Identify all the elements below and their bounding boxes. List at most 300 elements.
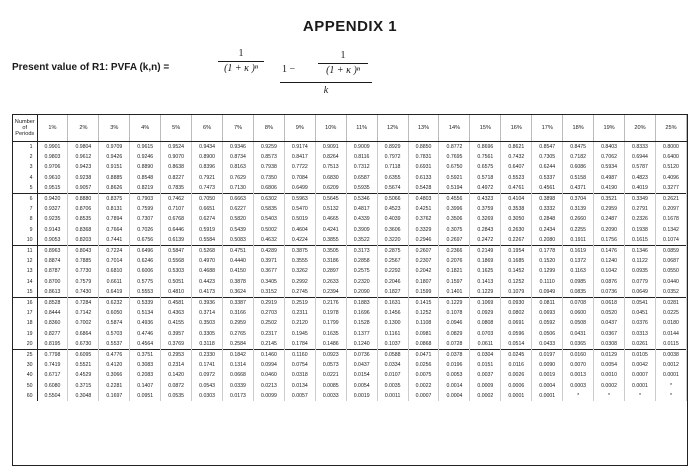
- factor-cell: 0.7835: [161, 183, 192, 194]
- factor-cell: *: [655, 391, 686, 401]
- factor-cell: 0.4987: [594, 173, 625, 183]
- factor-cell: 0.1079: [501, 287, 532, 298]
- period-cell: 5: [13, 183, 37, 194]
- factor-cell: 0.0019: [532, 370, 563, 380]
- table-row: [13, 204, 687, 214]
- factor-cell: 0.1420: [161, 370, 192, 380]
- factor-cell: 0.1108: [408, 318, 439, 328]
- factor-cell: 0.9259: [253, 142, 284, 153]
- rate-header: 18%: [563, 115, 594, 142]
- factor-cell: 0.5439: [223, 225, 254, 235]
- factor-cell: 0.6611: [99, 277, 130, 287]
- factor-cell: 0.3048: [68, 391, 99, 401]
- factor-cell: 0.7118: [377, 162, 408, 172]
- factor-cell: 0.1078: [439, 308, 470, 318]
- factor-cell: 0.2607: [408, 246, 439, 257]
- factor-cell: 0.0160: [563, 350, 594, 361]
- factor-cell: 0.9426: [99, 152, 130, 162]
- rate-header: 14%: [439, 115, 470, 142]
- factor-cell: 0.0221: [315, 370, 346, 380]
- period-cell: 14: [13, 277, 37, 287]
- factor-cell: 0.8900: [192, 152, 223, 162]
- factor-cell: 0.2042: [408, 266, 439, 276]
- factor-cell: 0.1240: [346, 339, 377, 350]
- table-row: [13, 308, 687, 318]
- rate-header: 15%: [470, 115, 501, 142]
- factor-cell: 0.1954: [501, 246, 532, 257]
- factor-cell: 0.8219: [130, 183, 161, 194]
- factor-cell: 0.2858: [346, 256, 377, 266]
- factor-cell: 0.5835: [253, 204, 284, 214]
- factor-cell: 0.5019: [284, 214, 315, 224]
- factor-cell: 0.2090: [346, 287, 377, 298]
- factor-cell: 0.0611: [470, 339, 501, 350]
- factor-cell: 0.2897: [315, 266, 346, 276]
- factor-cell: 0.6355: [377, 173, 408, 183]
- factor-cell: 0.8043: [68, 246, 99, 257]
- factor-cell: 0.1631: [377, 298, 408, 309]
- factor-cell: 0.4371: [563, 183, 594, 194]
- factor-cell: 0.3349: [625, 194, 656, 205]
- factor-cell: 0.6830: [315, 173, 346, 183]
- fraction-denominator: (1 + κ )ⁿ: [224, 63, 258, 74]
- period-cell: 19: [13, 329, 37, 339]
- factor-cell: 0.2660: [563, 214, 594, 224]
- factor-cell: 0.0543: [192, 381, 223, 391]
- factor-cell: 0.8547: [532, 142, 563, 153]
- period-cell: 4: [13, 173, 37, 183]
- factor-cell: 0.2307: [408, 256, 439, 266]
- factor-cell: 0.8880: [68, 194, 99, 205]
- factor-cell: 0.3971: [253, 256, 284, 266]
- factor-cell: 0.3714: [192, 308, 223, 318]
- factor-cell: 0.0116: [501, 360, 532, 370]
- factor-cell: 0.3704: [563, 194, 594, 205]
- rate-header: 1%: [37, 115, 68, 142]
- period-cell: 20: [13, 339, 37, 350]
- factor-cell: 0.8277: [37, 329, 68, 339]
- factor-cell: 0.3855: [315, 235, 346, 246]
- factor-cell: 0.0935: [625, 266, 656, 276]
- factor-cell: 0.0859: [655, 246, 686, 257]
- factor-cell: 0.7722: [284, 162, 315, 172]
- factor-cell: 0.0592: [532, 318, 563, 328]
- factor-cell: 0.7903: [130, 194, 161, 205]
- factor-cell: 0.7430: [68, 287, 99, 298]
- factor-cell: 0.3066: [99, 370, 130, 380]
- factor-cell: 0.2621: [655, 194, 686, 205]
- factor-cell: 0.7561: [470, 152, 501, 162]
- factor-cell: 0.0339: [223, 381, 254, 391]
- period-cell: 40: [13, 370, 37, 380]
- factor-cell: 0.0154: [346, 370, 377, 380]
- period-cell: 17: [13, 308, 37, 318]
- factor-cell: 0.6006: [130, 266, 161, 276]
- factor-cell: 0.2765: [223, 329, 254, 339]
- factor-cell: 0.0440: [655, 277, 686, 287]
- factor-cell: 0.2953: [161, 350, 192, 361]
- table-row: [13, 370, 687, 380]
- factor-cell: 0.5921: [439, 173, 470, 183]
- factor-cell: 0.5523: [501, 173, 532, 183]
- factor-cell: 0.0090: [532, 360, 563, 370]
- factor-cell: 0.4339: [346, 214, 377, 224]
- factor-cell: 0.0550: [655, 266, 686, 276]
- factor-cell: 0.1252: [408, 308, 439, 318]
- factor-cell: 0.1252: [501, 277, 532, 287]
- factor-cell: 0.8787: [37, 266, 68, 276]
- factor-cell: 0.0115: [655, 339, 686, 350]
- period-cell: 11: [13, 246, 37, 257]
- factor-cell: 0.6931: [408, 162, 439, 172]
- factor-cell: 0.5645: [315, 194, 346, 205]
- factor-cell: 0.1821: [439, 266, 470, 276]
- factor-cell: 0.3220: [377, 235, 408, 246]
- factor-cell: 0.6756: [130, 235, 161, 246]
- factor-cell: 0.4241: [315, 225, 346, 235]
- factor-cell: 0.3521: [594, 194, 625, 205]
- table-row: [13, 183, 687, 194]
- factor-cell: 0.0703: [470, 329, 501, 339]
- period-cell: 16: [13, 298, 37, 309]
- factor-cell: 0.2255: [563, 225, 594, 235]
- factor-cell: 0.9327: [37, 204, 68, 214]
- factor-cell: 0.2745: [284, 287, 315, 298]
- factor-cell: 0.7014: [99, 256, 130, 266]
- factor-cell: 0.1342: [655, 225, 686, 235]
- factor-cell: 0.0514: [501, 339, 532, 350]
- factor-cell: 0.6750: [439, 162, 470, 172]
- factor-cell: 0.1163: [563, 266, 594, 276]
- factor-cell: 0.5820: [223, 214, 254, 224]
- factor-cell: 0.0002: [470, 391, 501, 401]
- factor-cell: 0.8116: [346, 152, 377, 162]
- factor-cell: 0.8885: [99, 173, 130, 183]
- factor-cell: 0.1486: [315, 339, 346, 350]
- factor-cell: 0.5537: [99, 339, 130, 350]
- factor-cell: 0.9009: [346, 142, 377, 153]
- factor-cell: 0.5934: [594, 162, 625, 172]
- factor-cell: 0.2843: [470, 225, 501, 235]
- factor-cell: 0.5132: [315, 204, 346, 214]
- table-row: [13, 277, 687, 287]
- factor-cell: 0.6133: [408, 173, 439, 183]
- factor-cell: 0.9804: [68, 142, 99, 153]
- factor-cell: 0.0930: [501, 298, 532, 309]
- factor-cell: 0.5303: [161, 266, 192, 276]
- factor-cell: 0.4817: [346, 204, 377, 214]
- factor-cell: 0.3957: [161, 329, 192, 339]
- table-row: [13, 194, 687, 205]
- factor-cell: 0.1696: [346, 308, 377, 318]
- factor-cell: 0.4665: [315, 214, 346, 224]
- factor-cell: 0.1110: [532, 277, 563, 287]
- factor-cell: 0.7894: [99, 214, 130, 224]
- factor-cell: 0.0261: [625, 339, 656, 350]
- factor-cell: 0.0433: [532, 339, 563, 350]
- factor-cell: 0.5403: [253, 214, 284, 224]
- factor-cell: 0.4323: [470, 194, 501, 205]
- factor-cell: 0.7419: [37, 360, 68, 370]
- factor-cell: 0.7142: [68, 308, 99, 318]
- factor-cell: 0.9420: [37, 194, 68, 205]
- factor-cell: 0.0070: [563, 360, 594, 370]
- factor-cell: 0.9434: [192, 142, 223, 153]
- factor-cell: 0.9057: [68, 183, 99, 194]
- factor-cell: 0.0054: [594, 360, 625, 370]
- rate-header: 5%: [161, 115, 192, 142]
- factor-cell: 0.3269: [470, 214, 501, 224]
- factor-cell: 0.5787: [625, 162, 656, 172]
- factor-cell: 0.1911: [563, 235, 594, 246]
- factor-cell: 0.9346: [223, 142, 254, 153]
- factor-cell: 0.3522: [346, 235, 377, 246]
- factor-cell: 0.1615: [625, 235, 656, 246]
- factor-cell: 0.3166: [223, 308, 254, 318]
- factor-cell: 0.6407: [501, 162, 532, 172]
- factor-cell: 0.0003: [563, 381, 594, 391]
- factor-cell: 0.2320: [346, 277, 377, 287]
- factor-cell: 0.8706: [68, 204, 99, 214]
- factor-cell: 0.2875: [377, 246, 408, 257]
- factor-cell: 0.0520: [594, 308, 625, 318]
- factor-cell: 0.3677: [253, 266, 284, 276]
- factor-cell: 0.0318: [284, 370, 315, 380]
- factor-cell: 0.0134: [284, 381, 315, 391]
- factor-cell: 0.2326: [625, 214, 656, 224]
- factor-cell: 0.7831: [408, 152, 439, 162]
- factor-cell: 0.0736: [346, 350, 377, 361]
- factor-cell: *: [594, 391, 625, 401]
- table-row: [13, 152, 687, 162]
- factor-cell: 0.2076: [439, 256, 470, 266]
- factor-cell: 0.8573: [253, 152, 284, 162]
- factor-cell: 0.6227: [223, 204, 254, 214]
- factor-cell: 0.1799: [315, 318, 346, 328]
- factor-cell: 0.9901: [37, 142, 68, 153]
- factor-cell: 0.2567: [377, 256, 408, 266]
- period-cell: 7: [13, 204, 37, 214]
- factor-cell: 0.1756: [594, 235, 625, 246]
- factor-cell: 0.1778: [532, 246, 563, 257]
- rate-header: 2%: [68, 115, 99, 142]
- factor-cell: 0.7002: [68, 318, 99, 328]
- factor-cell: 0.8131: [99, 204, 130, 214]
- factor-cell: 0.0007: [408, 391, 439, 401]
- factor-cell: 0.1685: [501, 256, 532, 266]
- factor-cell: 0.2330: [192, 350, 223, 361]
- factor-cell: 0.7182: [563, 152, 594, 162]
- factor-cell: 0.5568: [161, 256, 192, 266]
- factor-cell: 0.9706: [37, 162, 68, 172]
- factor-cell: 0.7513: [315, 162, 346, 172]
- factor-cell: 0.0042: [625, 360, 656, 370]
- factor-cell: 0.3759: [470, 204, 501, 214]
- factor-cell: 0.7284: [68, 298, 99, 309]
- factor-cell: 0.1122: [625, 256, 656, 266]
- factor-cell: 0.9612: [68, 152, 99, 162]
- factor-cell: 0.8396: [192, 162, 223, 172]
- factor-cell: 0.0303: [192, 391, 223, 401]
- rate-header: 11%: [346, 115, 377, 142]
- factor-cell: 0.0451: [625, 308, 656, 318]
- factor-cell: 0.5066: [377, 194, 408, 205]
- factor-cell: 0.1456: [377, 308, 408, 318]
- rate-header: 4%: [130, 115, 161, 142]
- factor-cell: 0.7885: [68, 256, 99, 266]
- factor-cell: 0.2487: [594, 214, 625, 224]
- factor-cell: 0.1741: [192, 360, 223, 370]
- factor-cell: 0.0946: [439, 318, 470, 328]
- factor-cell: 0.7307: [130, 214, 161, 224]
- factor-cell: 0.4019: [625, 183, 656, 194]
- factor-cell: 0.2697: [439, 235, 470, 246]
- factor-cell: 0.8203: [68, 235, 99, 246]
- factor-cell: 0.1299: [532, 266, 563, 276]
- period-cell: 60: [13, 391, 37, 401]
- factor-cell: 0.9423: [68, 162, 99, 172]
- period-cell: 30: [13, 360, 37, 370]
- table-row: [13, 391, 687, 401]
- factor-cell: 0.9053: [37, 235, 68, 246]
- factor-cell: 0.5504: [37, 391, 68, 401]
- factor-cell: 0.2703: [253, 308, 284, 318]
- factor-cell: 0.8368: [68, 225, 99, 235]
- factor-cell: 0.2584: [223, 339, 254, 350]
- factor-cell: 0.4120: [99, 360, 130, 370]
- factor-cell: 0.0437: [594, 318, 625, 328]
- rate-header: 25%: [655, 115, 686, 142]
- factor-cell: 0.2281: [99, 381, 130, 391]
- factor-cell: 0.0012: [655, 360, 686, 370]
- factor-cell: 0.3996: [439, 204, 470, 214]
- factor-cell: 0.6246: [130, 256, 161, 266]
- factor-cell: 0.0196: [439, 360, 470, 370]
- factor-cell: 0.8417: [284, 152, 315, 162]
- factor-cell: 0.0687: [655, 256, 686, 266]
- factor-cell: 0.8638: [161, 162, 192, 172]
- factor-cell: 0.4363: [161, 308, 192, 318]
- factor-cell: 0.2791: [625, 204, 656, 214]
- period-header: Number of Periods: [13, 115, 37, 142]
- factor-cell: 0.0010: [594, 370, 625, 380]
- factor-cell: 0.2434: [532, 225, 563, 235]
- factor-cell: 0.7062: [594, 152, 625, 162]
- factor-cell: 0.3173: [346, 246, 377, 257]
- factor-cell: 0.7312: [346, 162, 377, 172]
- factor-cell: 0.1945: [284, 329, 315, 339]
- factor-cell: 0.8874: [37, 256, 68, 266]
- rate-header: 9%: [284, 115, 315, 142]
- factor-cell: 0.2314: [161, 360, 192, 370]
- table-row: [13, 246, 687, 257]
- factor-cell: 0.4224: [284, 235, 315, 246]
- rate-header: 3%: [99, 115, 130, 142]
- factor-cell: 0.9174: [284, 142, 315, 153]
- factor-cell: 0.6575: [470, 162, 501, 172]
- factor-cell: 0.9615: [130, 142, 161, 153]
- table-row: [13, 360, 687, 370]
- factor-cell: 0.4096: [655, 173, 686, 183]
- factor-cell: 0.4150: [223, 266, 254, 276]
- factor-cell: *: [563, 391, 594, 401]
- factor-cell: 0.2519: [284, 298, 315, 309]
- factor-cell: 0.0754: [284, 360, 315, 370]
- factor-cell: 0.3387: [223, 298, 254, 309]
- factor-cell: 0.1401: [439, 287, 470, 298]
- factor-cell: 0.4104: [501, 194, 532, 205]
- factor-cell: 0.0075: [408, 370, 439, 380]
- table-row: [13, 235, 687, 246]
- factor-cell: 0.1625: [470, 266, 501, 276]
- factor-cell: 0.6400: [655, 152, 686, 162]
- factor-cell: 0.5674: [377, 183, 408, 194]
- factor-cell: 0.6086: [563, 162, 594, 172]
- factor-cell: 0.8375: [99, 194, 130, 205]
- factor-cell: 0.8163: [223, 162, 254, 172]
- rate-header: 17%: [532, 115, 563, 142]
- factor-cell: 0.1476: [594, 246, 625, 257]
- factor-cell: 0.6095: [68, 350, 99, 361]
- factor-cell: 0.2502: [253, 318, 284, 328]
- factor-cell: 0.8696: [470, 142, 501, 153]
- inner-denominator: (1 + κ )ⁿ: [326, 65, 360, 76]
- factor-cell: 0.5718: [470, 173, 501, 183]
- table-row: [13, 225, 687, 235]
- factor-cell: 0.6496: [130, 246, 161, 257]
- factor-cell: 0.0649: [625, 287, 656, 298]
- factor-cell: 0.1372: [563, 256, 594, 266]
- factor-cell: 0.1697: [99, 391, 130, 401]
- factor-cell: 0.4155: [161, 318, 192, 328]
- factor-cell: 0.0835: [563, 287, 594, 298]
- factor-cell: 0.4581: [161, 298, 192, 309]
- factor-cell: 0.2959: [594, 204, 625, 214]
- factor-cell: 0.1229: [439, 298, 470, 309]
- factor-cell: 0.8621: [501, 142, 532, 153]
- fraction-numerator: 1: [238, 48, 244, 59]
- factor-cell: 0.0872: [161, 381, 192, 391]
- factor-cell: 0.9151: [99, 162, 130, 172]
- factor-cell: 0.9709: [99, 142, 130, 153]
- one-minus-term: 1 −: [282, 64, 296, 75]
- factor-cell: 0.4039: [377, 214, 408, 224]
- rate-header: 10%: [315, 115, 346, 142]
- factor-cell: 0.6806: [253, 183, 284, 194]
- factor-cell: 0.4440: [223, 256, 254, 266]
- factor-cell: 0.8403: [594, 142, 625, 153]
- factor-cell: 0.8772: [439, 142, 470, 153]
- factor-cell: 0.9610: [37, 173, 68, 183]
- factor-cell: 0.2311: [284, 308, 315, 318]
- factor-cell: 0.0541: [625, 298, 656, 309]
- factor-cell: 0.0001: [501, 391, 532, 401]
- factor-cell: 0.9524: [161, 142, 192, 153]
- factor-cell: 0.0588: [377, 350, 408, 361]
- factor-cell: 0.7084: [284, 173, 315, 183]
- factor-cell: 0.0367: [594, 329, 625, 339]
- factor-cell: 0.0437: [346, 360, 377, 370]
- factor-cell: 0.0691: [501, 318, 532, 328]
- factor-cell: 0.6663: [223, 194, 254, 205]
- factor-cell: 0.7599: [130, 204, 161, 214]
- factor-cell: 0.0006: [501, 381, 532, 391]
- factor-cell: 0.0573: [315, 360, 346, 370]
- factor-cell: 0.6499: [284, 183, 315, 194]
- factor-cell: 0.0053: [439, 370, 470, 380]
- period-cell: 50: [13, 381, 37, 391]
- factor-cell: 0.1161: [377, 329, 408, 339]
